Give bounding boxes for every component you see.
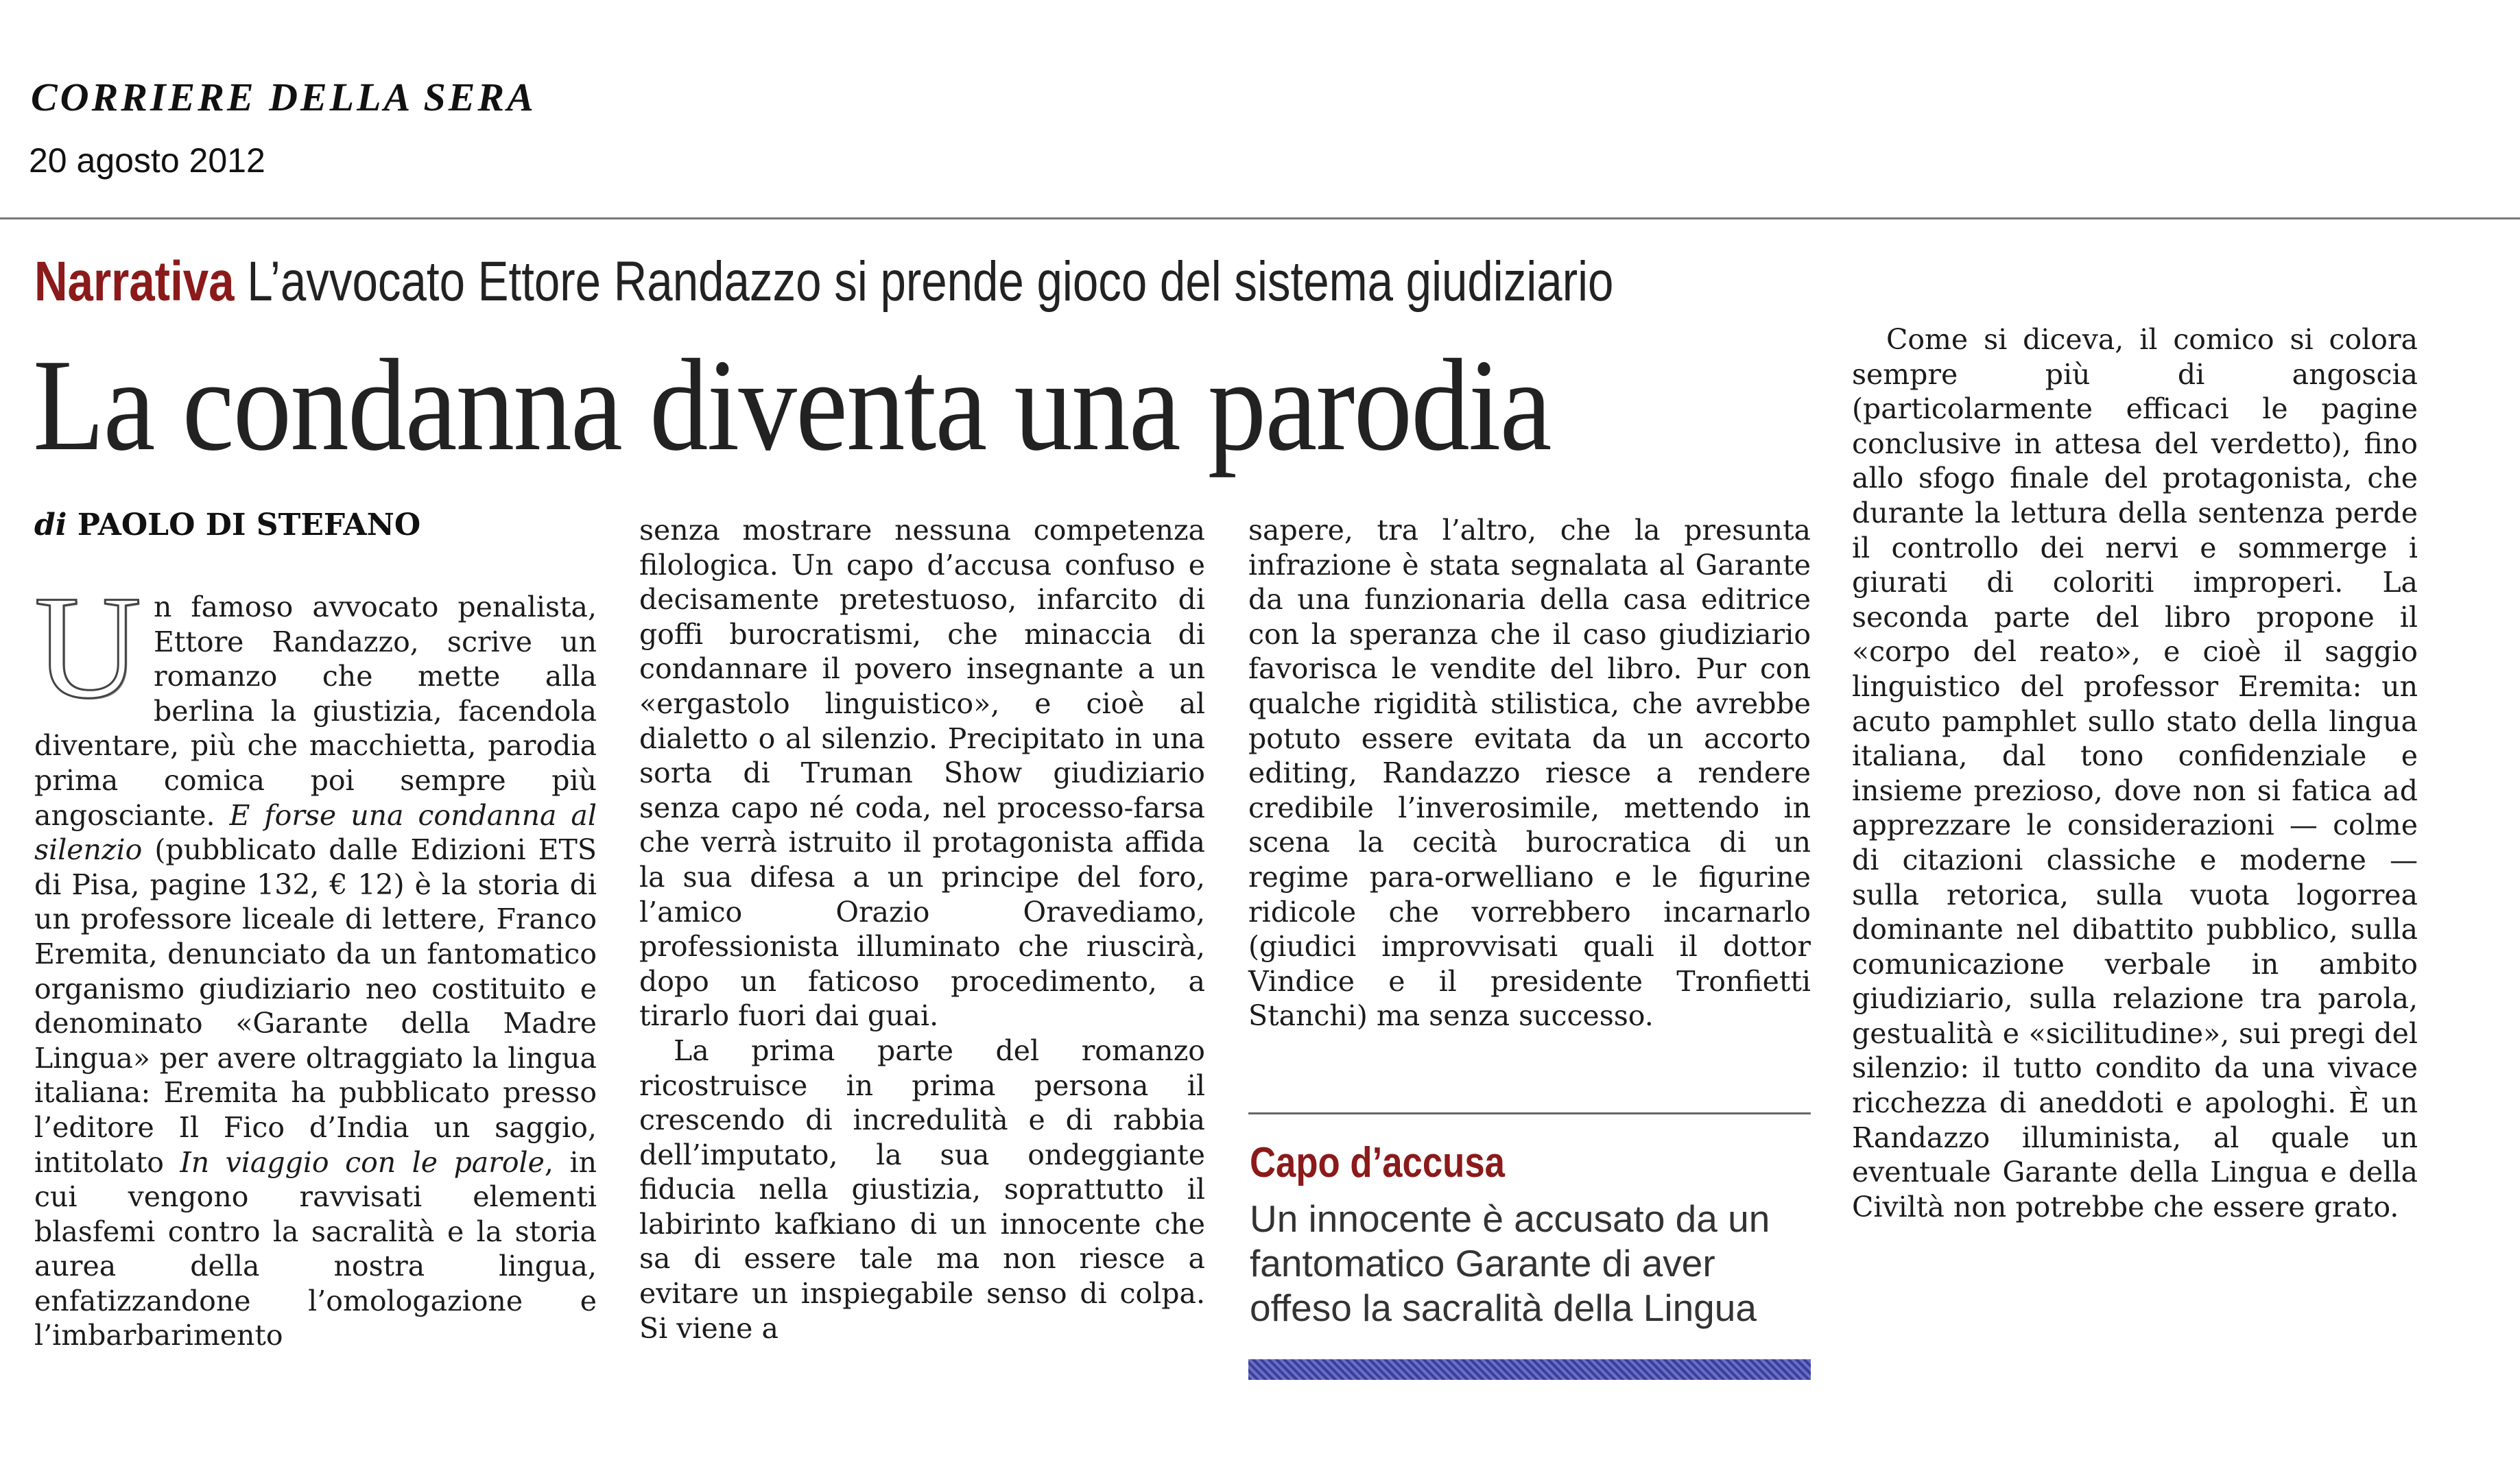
article-kicker bbox=[34, 250, 1613, 314]
article-column-3 bbox=[1248, 513, 1811, 1034]
drop-cap: U bbox=[34, 565, 141, 729]
publication-date: 20 agosto 2012 bbox=[29, 141, 265, 180]
paragraph: sapere, tra l’altro, che la presunta infrazione è stata segnalata al Garante da una funzionaria della casa editrice con la speranza che il caso giudiziario favorisca le vendite del libro. Pur con qualche rigidità stilistica, che avrebbe potuto essere evitata da un accorto editing, Randazzo riesce a rendere credibile l’inverosimile, mettendo in scena la cecità burocratica di un regime para-orwelliano e le figurine ridicole che vorrebbero incarnarlo (giudici improvvisati quali il dottor Vindice e il presidente Tronfietti Stanchi) ma senza successo. bbox=[1248, 514, 1811, 1033]
text-run: n famoso avvocato penalista, Ettore Randazzo, scrive un romanzo che mette alla berlina la giustizia, facendola diventare, più che macchietta, parodia prima comica poi sempre più angosciante. bbox=[34, 590, 597, 832]
sidebar-text: Un innocente è accusato da un fantomatico Garante di aver offeso la sacralità della Lingua bbox=[1250, 1197, 1770, 1329]
sidebar-divider bbox=[1248, 1112, 1811, 1114]
article-column-2 bbox=[639, 513, 1205, 1346]
section-tag: Narrativa bbox=[34, 250, 235, 313]
kicker-text: L’avvocato Ettore Randazzo si prende gioco del sistema giudiziario bbox=[247, 250, 1614, 313]
paragraph: La prima parte del romanzo ricostruisce in prima persona il crescendo di incredulità e di rabbia dell’imputato, la sua ondeggiante fiducia nella giustizia, soprattutto il labirinto kafkiano di un innocente che sa di essere tale ma non riesce a evitare un inspiegabile senso di colpa. Si viene a bbox=[639, 1034, 1205, 1345]
paragraph: senza mostrare nessuna competenza filologica. Un capo d’accusa confuso e decisamente pretestuoso, infarcito di goffi burocratismi, che minaccia di condannare il povero insegnante a un «ergastolo linguistico», e cioè al dialetto o al silenzio. Precipitato in una sorta di Truman Show giudiziario senza capo né coda, nel processo-farsa che verrà istruito il protagonista affida la sua difesa a un principe del foro, l’amico Orazio Oravediamo, professionista illuminato che riuscirà, dopo un faticoso procedimento, a tirarlo fuori dai guai. bbox=[639, 514, 1205, 1033]
text-run: (pubblicato dalle Edizioni ETS di Pisa, pagine 132, € 12) è la storia di un professore liceale di lettere, Franco Eremita, denunciato da un fantomatico organismo giudiziario neo costituito e denominato «Garante della Madre Lingua» per avere oltraggiato la lingua italiana: Eremita ha pubblicato presso l’editore Il Fico d’India un saggio, intitolato bbox=[34, 833, 597, 1179]
book-title: E forse una condanna al silenzio bbox=[34, 798, 597, 867]
newspaper-masthead: CORRIERE DELLA SERA bbox=[31, 75, 536, 119]
byline-author: PAOLO DI STEFANO bbox=[77, 507, 421, 542]
header-divider bbox=[0, 217, 2520, 219]
article-column-4 bbox=[1852, 322, 2418, 1224]
byline-prefix: di bbox=[34, 507, 67, 542]
text-run: , in cui vengono ravvisati elementi blasfemi contro la sacralità e la storia aurea della nostra lingua, enfatizzandone l’omologazione e l’imbarbarimento bbox=[34, 1145, 597, 1352]
essay-title: In viaggio con le parole bbox=[180, 1145, 545, 1179]
byline bbox=[34, 507, 420, 542]
sidebar-decorative-bar bbox=[1248, 1359, 1811, 1380]
article-headline: La condanna diventa una parodia bbox=[33, 332, 1551, 478]
article-column-1 bbox=[34, 565, 597, 1353]
sidebar-title: Capo d’accusa bbox=[1250, 1139, 1505, 1186]
paragraph bbox=[34, 565, 597, 1353]
paragraph: Come si diceva, il comico si colora sempre più di angoscia (particolarmente efficaci le pagine conclusive in attesa del verdetto), fino allo sfogo finale del protagonista, che durante la lettura della sentenza perde il controllo dei nervi e sommerge i giurati di coloriti improperi. La seconda parte del libro propone il «corpo del reato», e cioè il saggio linguistico del professor Eremita: un acuto pamphlet sullo stato della lingua italiana, dal tono confidenziale e insieme prezioso, dove non si fatica ad apprezzare le considerazioni — colme di citazioni classiche e moderne — sulla retorica, sulla vuota logorrea dominante nel dibattito pubblico, sulla comunicazione verbale in ambito giudiziario, sulla relazione tra parola, gestualità e «sicilitudine», sui pregi del silenzio: il tutto condito da una vivace ricchezza di aneddoti e apologhi. È un Randazzo illuminista, al quale un eventuale Garante della Lingua e della Civiltà non potrebbe che essere grato. bbox=[1852, 323, 2418, 1223]
